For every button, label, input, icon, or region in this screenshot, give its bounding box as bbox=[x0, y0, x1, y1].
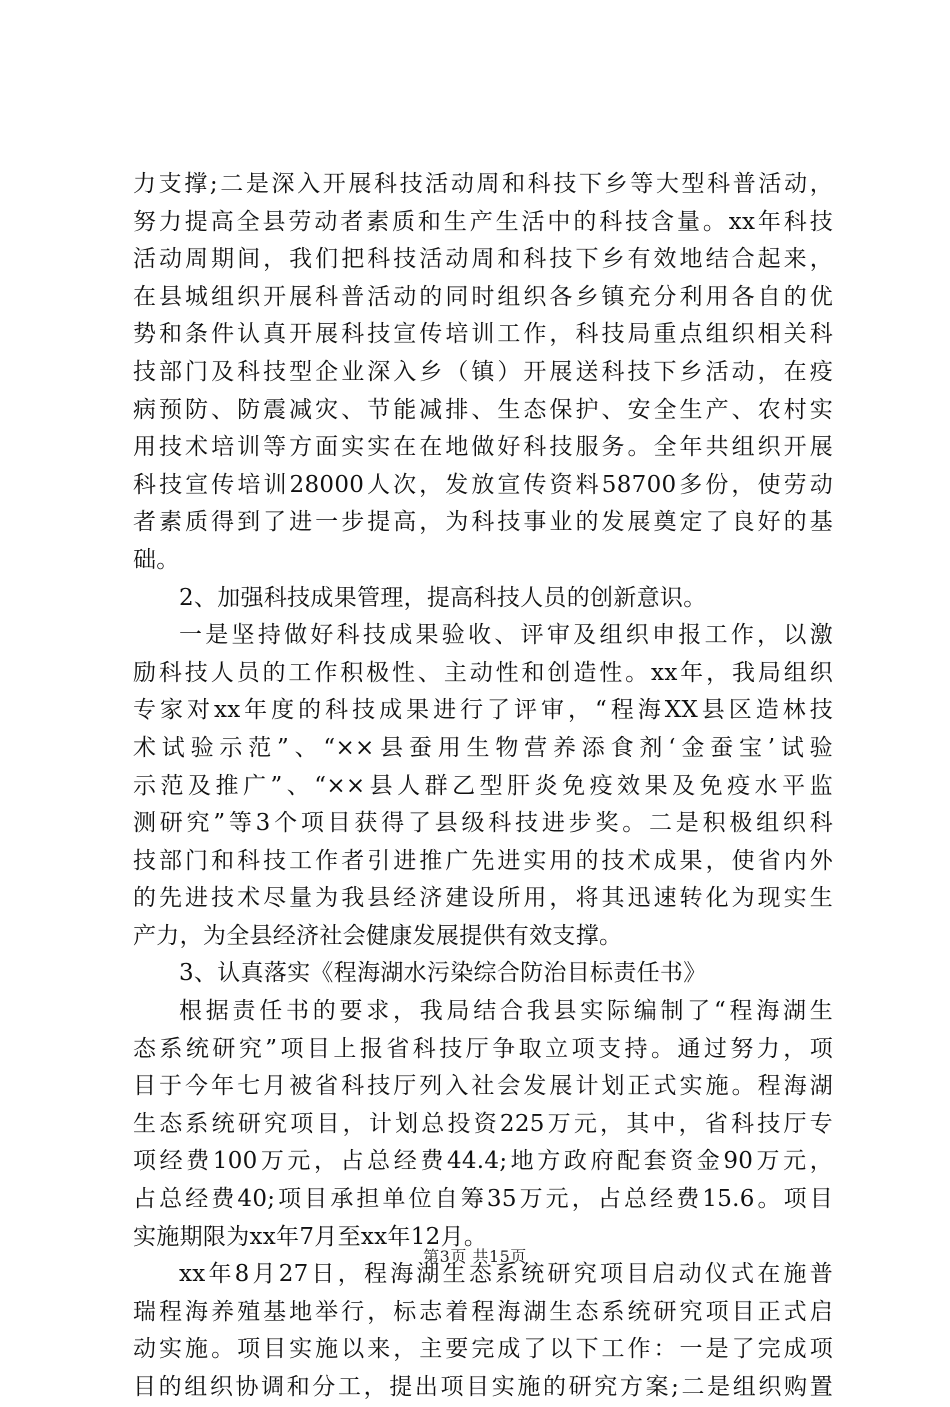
text-line: 瑞程海养殖基地举行，标志着程海湖生态系统研究项目正式启 bbox=[133, 1298, 833, 1325]
text-line: 技部门和科技工作者引进推广先进实用的技术成果，使省内外 bbox=[133, 847, 833, 874]
text-line: 者素质得到了进一步提高，为科技事业的发展奠定了良好的基 bbox=[133, 509, 833, 536]
text-line: 在县城组织开展科普活动的同时组织各乡镇充分利用各自的优 bbox=[133, 283, 833, 310]
text-line: 活动周期间，我们把科技活动周和科技下乡有效地结合起来， bbox=[133, 246, 833, 273]
text-line: 础。 bbox=[133, 546, 180, 573]
text-line: 用技术培训等方面实实在在地做好科技服务。全年共组织开展 bbox=[133, 434, 833, 461]
text-line: 的先进技术尽量为我县经济建设所用，将其迅速转化为现实生 bbox=[133, 885, 833, 912]
document-body bbox=[133, 166, 833, 1407]
text-line: 态系统研究”项目上报省科技厅争取立项支持。通过努力，项 bbox=[133, 1035, 833, 1062]
text-line: 实施期限为xx年7月至xx年12月。 bbox=[133, 1223, 488, 1250]
text-line: 动实施。项目实施以来，主要完成了以下工作：一是了完成项 bbox=[133, 1336, 833, 1363]
text-line: 努力提高全县劳动者素质和生产生活中的科技含量。xx年科技 bbox=[133, 208, 833, 235]
text-line: 科技宣传培训28000人次，发放宣传资料58700多份，使劳动 bbox=[133, 471, 833, 498]
text-line: xx年8月27日，程海湖生态系统研究项目启动仪式在施普 bbox=[179, 1261, 833, 1288]
text-line: 术试验示范”、“××县蚕用生物营养添食剂‘金蚕宝’试验 bbox=[133, 734, 833, 761]
section-heading: 2、加强科技成果管理，提高科技人员的创新意识。 bbox=[179, 584, 707, 611]
text-line: 产力，为全县经济社会健康发展提供有效支撑。 bbox=[133, 922, 623, 949]
text-line: 一是坚持做好科技成果验收、评审及组织申报工作，以激 bbox=[179, 622, 833, 649]
text-line: 势和条件认真开展科技宣传培训工作，科技局重点组织相关科 bbox=[133, 321, 833, 348]
text-line: 占总经费40;项目承担单位自筹35万元，占总经费15.6。项目 bbox=[133, 1186, 833, 1213]
text-line: 目的组织协调和分工，提出项目实施的研究方案;二是组织购置 bbox=[133, 1374, 833, 1400]
text-line: 测研究”等3个项目获得了县级科技进步奖。二是积极组织科 bbox=[133, 810, 833, 837]
page-number-footer: 第3页 共15页 bbox=[423, 1247, 527, 1266]
text-line: 病预防、防震减灾、节能减排、生态保护、安全生产、农村实 bbox=[133, 396, 833, 423]
text-line: 根据责任书的要求，我局结合我县实际编制了“程海湖生 bbox=[179, 998, 833, 1025]
text-line: 励科技人员的工作积极性、主动性和创造性。xx年，我局组织 bbox=[133, 659, 833, 686]
text-line: 技部门及科技型企业深入乡（镇）开展送科技下乡活动，在疫 bbox=[133, 358, 833, 385]
text-line: 力支撑;二是深入开展科技活动周和科技下乡等大型科普活动， bbox=[133, 171, 833, 197]
text-line: 专家对xx年度的科技成果进行了评审，“程海XX县区造林技 bbox=[133, 697, 833, 724]
text-line: 目于今年七月被省科技厅列入社会发展计划正式实施。程海湖 bbox=[133, 1073, 833, 1100]
text-line: 项经费100万元，占总经费44.4;地方政府配套资金90万元， bbox=[133, 1148, 833, 1175]
text-line: 生态系统研究项目，计划总投资225万元，其中，省科技厅专 bbox=[133, 1110, 833, 1137]
section-heading: 3、认真落实《程海湖水污染综合防治目标责任书》 bbox=[179, 960, 707, 987]
text-line: 示范及推广”、“××县人群乙型肝炎免疫效果及免疫水平监 bbox=[133, 772, 833, 799]
